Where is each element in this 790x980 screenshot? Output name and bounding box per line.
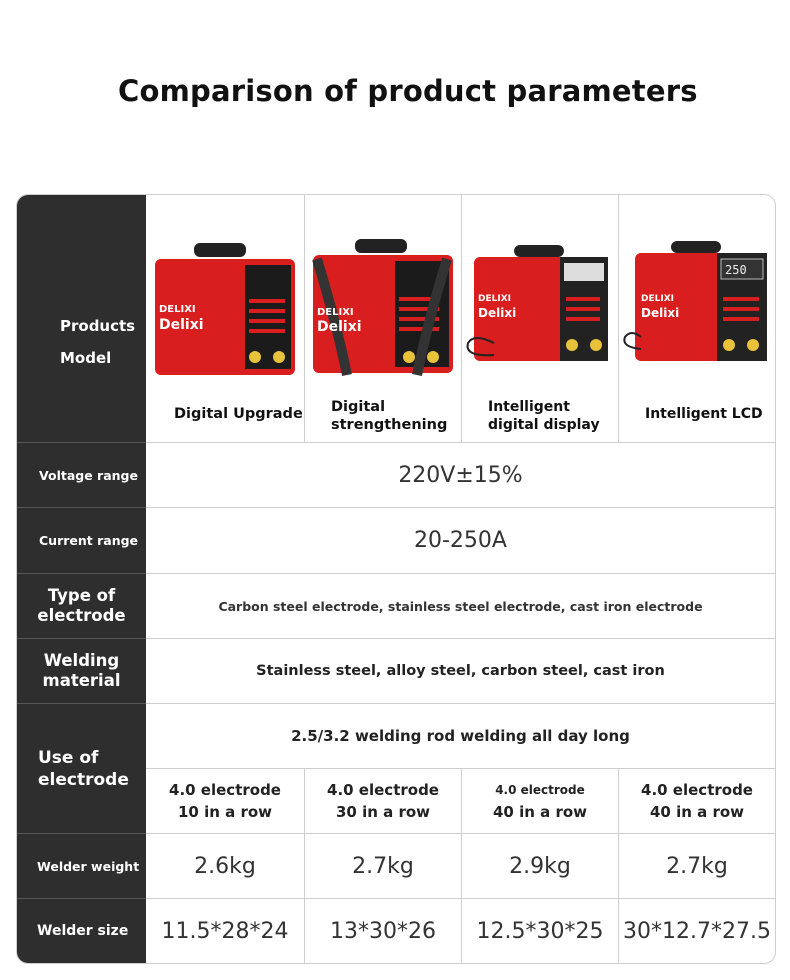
page-title: Comparison of product parameters bbox=[118, 74, 698, 108]
brand-text: Delixi bbox=[159, 317, 204, 333]
brand-text: Delixi bbox=[317, 319, 362, 335]
label-line: electrode bbox=[37, 606, 126, 625]
electrode-capacity bbox=[305, 769, 461, 833]
model-name bbox=[488, 398, 600, 434]
product-image-intelligent-lcd bbox=[621, 237, 773, 379]
product-image-digital-upgrade bbox=[149, 237, 301, 382]
model-label: Model bbox=[60, 349, 112, 367]
welder-weight-value: 2.7kg bbox=[666, 853, 728, 879]
use-of-electrode-value: 2.5/3.2 welding rod welding all day long bbox=[291, 727, 630, 745]
label-line: electrode bbox=[38, 769, 129, 790]
welding-material-value: Stainless steel, alloy steel, carbon steel, cast iron bbox=[256, 663, 665, 679]
badge-text: DELIXI bbox=[641, 294, 674, 304]
model-name-line: digital display bbox=[488, 417, 600, 433]
electrode-types-value: Carbon steel electrode, stainless steel electrode, cast iron electrode bbox=[218, 598, 703, 614]
electrode-line: 4.0 electrode bbox=[169, 781, 281, 799]
model-name-line: Digital bbox=[331, 399, 386, 415]
electrode-capacity bbox=[462, 769, 618, 833]
label-line: material bbox=[42, 671, 121, 690]
electrode-line: 4.0 electrode bbox=[495, 783, 585, 797]
badge-text: DELIXI bbox=[159, 304, 196, 315]
product-image-intelligent-digital-display bbox=[464, 239, 616, 379]
welder-weight-value: 2.9kg bbox=[509, 853, 571, 879]
welding-material-label bbox=[17, 639, 146, 703]
welder-size-label: Welder size bbox=[37, 923, 129, 939]
product-image-digital-strengthening bbox=[307, 235, 459, 382]
model-name bbox=[174, 405, 303, 423]
brand-text: Delixi bbox=[478, 306, 517, 320]
welder-size-value: 13*30*26 bbox=[330, 918, 436, 944]
electrode-capacity bbox=[619, 769, 775, 833]
welder-size-value: 11.5*28*24 bbox=[161, 918, 289, 944]
products-model-label bbox=[60, 310, 150, 374]
model-name-line: strengthening bbox=[331, 417, 448, 433]
use-of-electrode-label bbox=[17, 704, 146, 833]
comparison-table bbox=[16, 194, 776, 964]
welder-weight-label: Welder weight bbox=[37, 858, 140, 874]
badge-text: DELIXI bbox=[317, 307, 354, 318]
electrode-capacity bbox=[146, 769, 304, 833]
welder-weight-value: 2.6kg bbox=[194, 853, 256, 879]
welder-size-value: 30*12.7*27.5 bbox=[623, 918, 771, 944]
electrode-line: 30 in a row bbox=[335, 803, 431, 821]
lcd-readout: 250 bbox=[725, 263, 747, 277]
grid-line bbox=[618, 195, 619, 442]
electrode-line: 40 in a row bbox=[492, 803, 588, 821]
model-name bbox=[645, 405, 763, 423]
model-name-line: Intelligent LCD bbox=[645, 406, 763, 422]
grid-line bbox=[304, 195, 305, 442]
model-name-line: Digital Upgrade bbox=[174, 406, 303, 422]
electrode-line: 4.0 electrode bbox=[641, 781, 753, 799]
electrode-line: 4.0 electrode bbox=[327, 781, 439, 799]
current-range-label: Current range bbox=[39, 533, 139, 548]
model-name-line: Intelligent bbox=[488, 399, 570, 415]
electrode-line: 40 in a row bbox=[649, 803, 745, 821]
electrode-line: 10 in a row bbox=[177, 803, 273, 821]
grid-line bbox=[461, 195, 462, 442]
welder-size-value: 12.5*30*25 bbox=[476, 918, 604, 944]
model-name bbox=[331, 398, 447, 434]
voltage-range-value: 220V±15% bbox=[398, 462, 523, 488]
voltage-range-label: Voltage range bbox=[39, 467, 138, 483]
label-line: Use of bbox=[38, 747, 99, 768]
brand-text: Delixi bbox=[641, 306, 680, 320]
label-line: Welding bbox=[43, 651, 120, 670]
products-label: Products bbox=[60, 317, 136, 335]
badge-text: DELIXI bbox=[478, 294, 511, 304]
type-of-electrode-label bbox=[17, 574, 146, 638]
label-line: Type of bbox=[47, 586, 116, 605]
current-range-value: 20-250A bbox=[414, 528, 507, 553]
welder-weight-value: 2.7kg bbox=[352, 853, 414, 879]
